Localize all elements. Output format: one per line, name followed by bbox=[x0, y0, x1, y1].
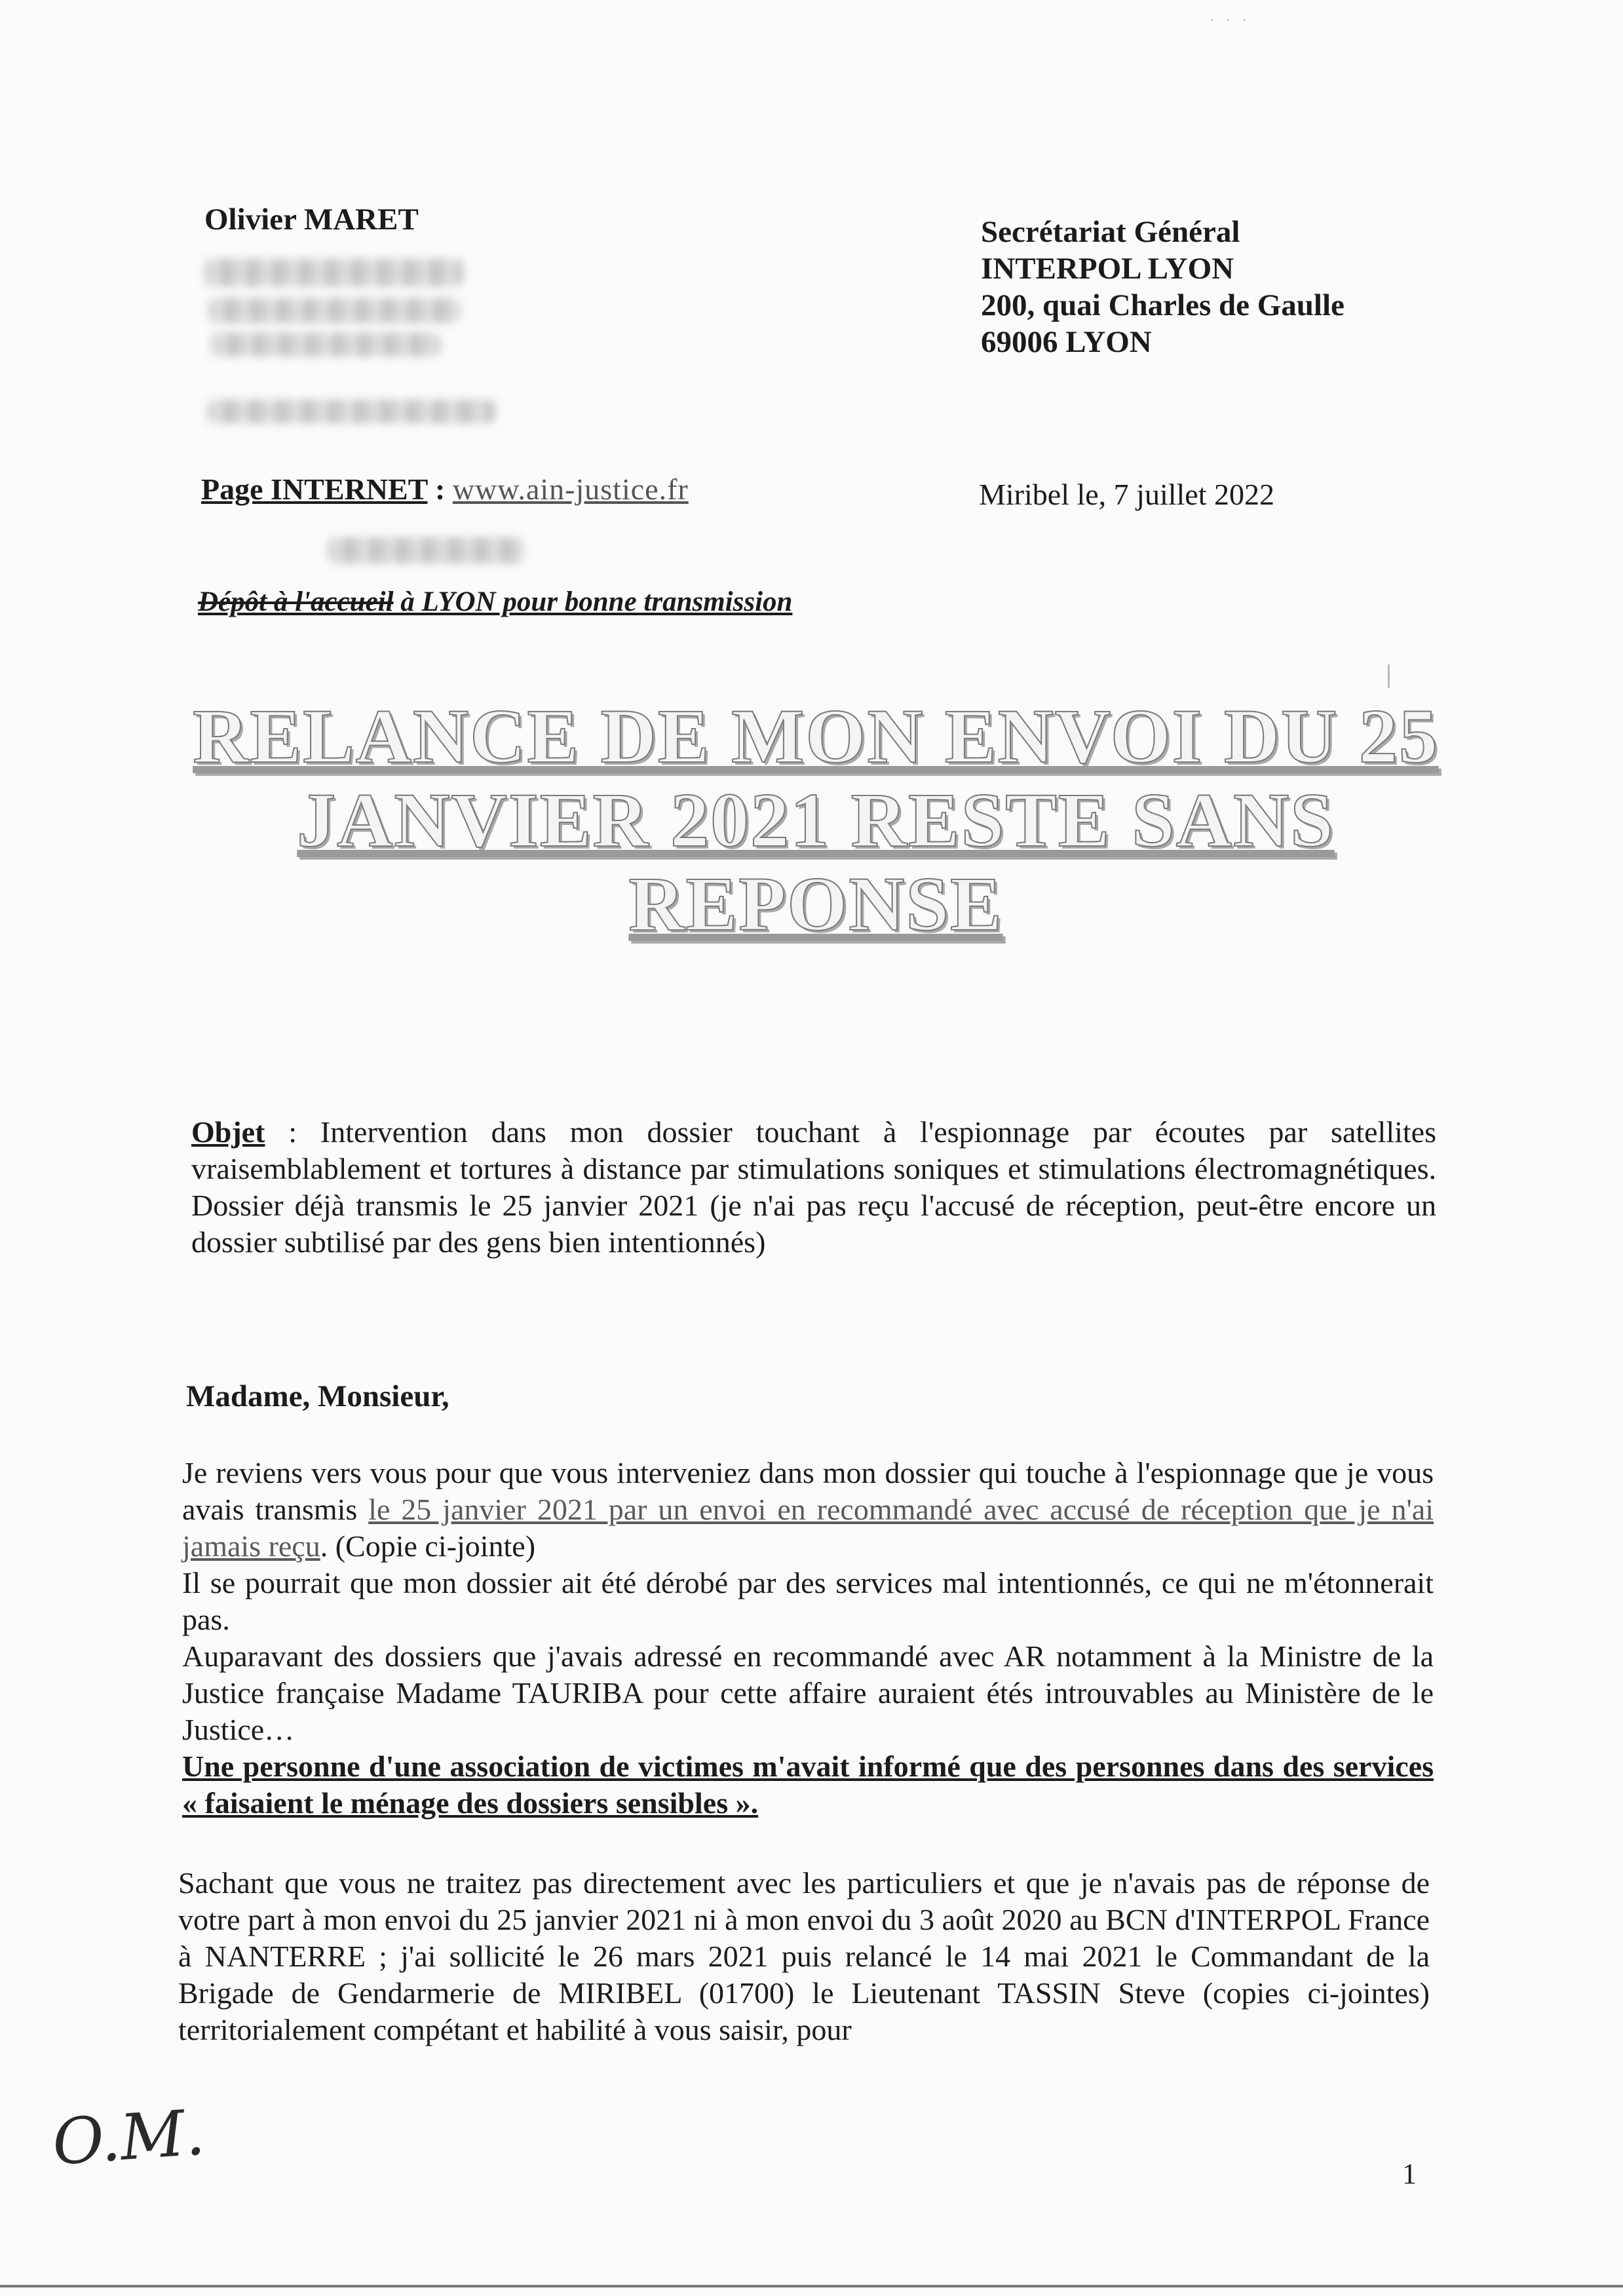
subject-text: : Intervention dans mon dossier touchant à l'espionnage par écoutes par satellites vraisemblablement et tortures à distance par stimulations soniques et stimulations électromagnétiques. Dossier déjà transmis le 25 janvier 2021 (je n'ai pas reçu l'accusé de réception, peut-être encore un dossier subtilisé par des gens bien intentionnés) bbox=[191, 1115, 1436, 1259]
sender-name: Olivier MARET bbox=[204, 202, 419, 237]
delivery-note-struck: Dépôt à l'accueil bbox=[198, 586, 394, 617]
delivery-note bbox=[198, 586, 792, 618]
redacted-address-line-4 bbox=[207, 400, 495, 423]
delivery-note-rest: à LYON pour bonne transmission bbox=[393, 586, 793, 617]
website-label: Page INTERNET bbox=[201, 472, 428, 506]
subject-paragraph bbox=[191, 1114, 1436, 1261]
title-line-1: RELANCE DE MON ENVOI DU 25 bbox=[193, 693, 1439, 779]
para1-line-2: Il se pourrait que mon dossier ait été dérobé par des services mal intentionnés, ce qui ne m'étonnerait pas. bbox=[182, 1566, 1434, 1636]
website-separator: : bbox=[427, 472, 453, 506]
salutation: Madame, Monsieur, bbox=[186, 1379, 449, 1413]
body-paragraph-1 bbox=[182, 1455, 1434, 1822]
recipient-address bbox=[981, 214, 1345, 360]
para1-underlined: le 25 janvier 2021 par un envoi en recommandé avec accusé de réception que je n'ai jamais reçu bbox=[182, 1493, 1434, 1563]
page-number: 1 bbox=[1402, 2158, 1417, 2190]
title-line-2: JANVIER 2021 RESTE SANS bbox=[297, 777, 1335, 863]
website-url[interactable]: www.ain-justice.fr bbox=[452, 472, 689, 506]
recipient-line-2: INTERPOL LYON bbox=[981, 252, 1234, 286]
para1-text-b: . (Copie ci-jointe) bbox=[320, 1529, 536, 1563]
subject-label: Objet bbox=[191, 1115, 265, 1149]
website-line bbox=[201, 472, 689, 507]
recipient-line-1: Secrétariat Général bbox=[981, 215, 1240, 249]
recipient-line-3: 200, quai Charles de Gaulle bbox=[981, 288, 1345, 322]
scan-artifact-marks: · · · bbox=[1210, 12, 1251, 28]
redacted-line-5 bbox=[328, 537, 524, 564]
redacted-address-line-1 bbox=[204, 259, 463, 286]
title-line-3: REPONSE bbox=[628, 861, 1003, 947]
page-bottom-edge bbox=[0, 2285, 1623, 2287]
para1-text-a: Je reviens vers vous pour que vous interveniez dans mon dossier qui touche à l'espionnage que je vous avais transmis bbox=[182, 1456, 1434, 1526]
handwritten-initials: O.M. bbox=[50, 2095, 208, 2179]
para1-line-3: Auparavant des dossiers que j'avais adressé en recommandé avec AR notamment à la Ministre de la Justice française Madame TAURIBA pour cette affaire auraient étés introuvables au Ministère de le Justice… bbox=[182, 1639, 1434, 1746]
scan-artifact-line bbox=[1388, 664, 1390, 688]
body-paragraph-2: Sachant que vous ne traitez pas directement avec les particuliers et que je n'avais pas de réponse de votre part à mon envoi du 25 janvier 2021 ni à mon envoi du 3 août 2020 au BCN d'INTERPOL France à NANTERRE ; j'ai sollicité le 26 mars 2021 puis relancé le 14 mai 2021 le Commandant de la Brigade de Gendarmerie de MIRIBEL (01700) le Lieutenant TASSIN Steve (copies ci-jointes) territorialement compétant et habilité à vous saisir, pour bbox=[178, 1866, 1430, 2046]
letter-title bbox=[164, 695, 1468, 946]
redacted-address-line-3 bbox=[211, 333, 440, 356]
para1-bold-statement: Une personne d'une association de victimes m'avait informé que des personnes dans des services « faisaient le ménage des dossiers sensibles ». bbox=[182, 1750, 1434, 1820]
redacted-address-line-2 bbox=[208, 298, 461, 323]
recipient-line-4: 69006 LYON bbox=[981, 325, 1152, 359]
letter-date: Miribel le, 7 juillet 2022 bbox=[979, 478, 1274, 511]
